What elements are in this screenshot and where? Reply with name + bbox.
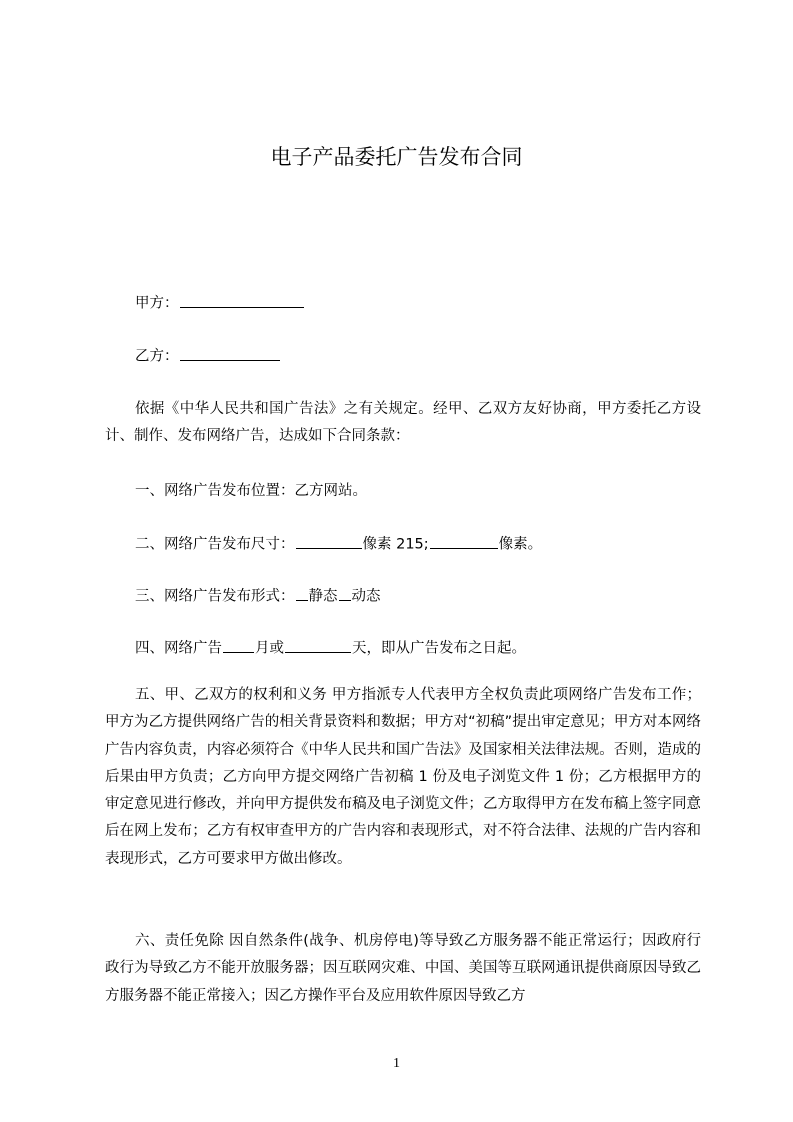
- clause-5-paragraph: 五、甲、乙双方的权利和义务 甲方指派专人代表甲方全权负责此项网络广告发布工作；甲方为乙方提供网络广告的相关背景资料和数据；甲方对“初稿”提出审定意见；甲方对本网络广告内容负责，内容必须符合《中华人民共和国广告法》及国家相关法律法规。否则，造成的后果由甲方负责；乙方向甲方提交网络广告初稿 1 份及电子浏览文件 1 份；乙方根据甲方的审定意见进行修改，并向甲方提供发布稿及电子浏览文件；乙方取得甲方在发布稿上签字同意后在网上发布；乙方有权审查甲方的广告内容和表现形式，对不符合法律、法规的广告内容和表现形式，乙方可要求甲方做出修改。: [105, 687, 701, 867]
- clause-2-blank-2: [430, 533, 498, 549]
- clause-4-prefix: 四、网络广告: [135, 640, 222, 657]
- clause-4-blank-2: [285, 637, 351, 653]
- party-a-line: [135, 292, 305, 314]
- clause-2: [135, 533, 542, 555]
- clause-3-blank-1: [296, 585, 308, 601]
- clause-2-blank-1: [296, 533, 362, 549]
- party-b-label: 乙方：: [135, 348, 179, 365]
- clause-2-prefix: 二、网络广告发布尺寸：: [135, 536, 295, 553]
- clause-3-blank-2: [339, 585, 351, 601]
- clause-1: 一、网络广告发布位置：乙方网站。: [135, 483, 367, 499]
- clause-2-mid: 像素 215;: [362, 536, 429, 553]
- clause-3-prefix: 三、网络广告发布形式：: [135, 588, 295, 605]
- document-title: 电子产品委托广告发布合同: [270, 145, 523, 169]
- clause-4-mid: 月或: [255, 640, 284, 657]
- party-a-label: 甲方：: [135, 295, 179, 312]
- intro-paragraph: 依据《中华人民共和国广告法》之有关规定。经甲、乙双方友好协商，甲方委托乙方设计、制作、发布网络广告，达成如下合同条款：: [105, 401, 701, 445]
- party-b-line: [135, 345, 281, 367]
- page-number: 1: [393, 1056, 400, 1071]
- clause-3-static: 静态: [308, 588, 338, 605]
- clause-4: [135, 637, 526, 659]
- clause-3-dynamic: 动态: [351, 588, 381, 605]
- clause-3: [135, 585, 381, 607]
- clause-2-suffix: 像素。: [498, 536, 543, 553]
- clause-6-paragraph: 六、责任免除 因自然条件(战争、机房停电)等导致乙方服务器不能正常运行；因政府行政行为导致乙方不能开放服务器；因互联网灾难、中国、美国等互联网通讯提供商原因导致乙方服务器不能正常接入；因乙方操作平台及应用软件原因导致乙方: [105, 933, 701, 1004]
- party-a-blank: [180, 292, 304, 308]
- clause-4-suffix: 天，即从广告发布之日起。: [352, 640, 526, 657]
- party-b-blank: [180, 345, 280, 361]
- clause-4-blank-1: [223, 637, 254, 653]
